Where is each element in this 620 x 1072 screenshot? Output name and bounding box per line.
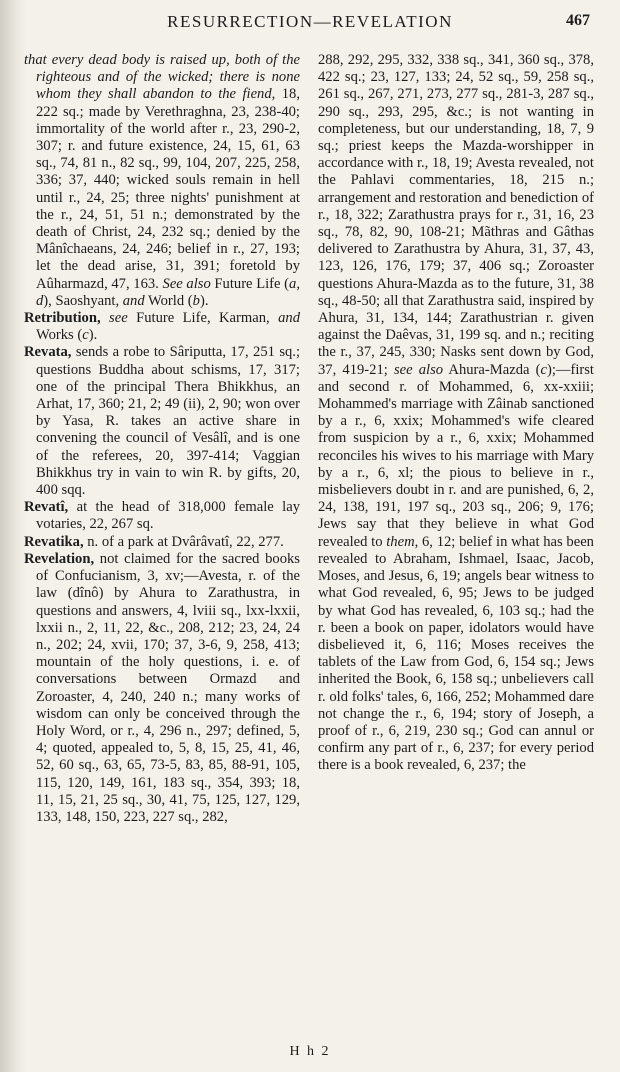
entry-text: at the head of 318,000 female lay votaries, 22, 267 sq. xyxy=(36,499,300,533)
entry-text: , xyxy=(296,275,300,292)
see-word: see xyxy=(100,310,128,327)
headword: Revatî, xyxy=(24,499,69,516)
entry-text: Future Life, Karman, xyxy=(127,310,279,327)
headword: Retribution, xyxy=(24,310,101,327)
entry-text: Ahura-Mazda ( xyxy=(443,361,541,378)
page-header xyxy=(0,12,620,36)
page-gutter-shadow xyxy=(0,0,26,1072)
see-also: See also xyxy=(162,275,211,292)
headword: Revelation, xyxy=(24,550,95,567)
headword: Revatika, xyxy=(24,533,84,550)
entry-text: n. of a park at Dvârâvatî, 22, 277. xyxy=(83,533,284,550)
entry-revati xyxy=(24,499,300,533)
entry-text: World ( xyxy=(144,292,193,309)
ref-letter: b xyxy=(192,292,200,309)
right-column xyxy=(318,52,594,775)
left-column xyxy=(24,52,300,826)
entry-text: Works ( xyxy=(36,327,83,344)
ref-letter: c xyxy=(82,327,89,344)
entry-text: , 6, 12; belief in what has been revealed to Abraham, Ishmael, Isaac, Jacob, Moses, and Jesus, 6, 19; angels bear witness to what God revealed, 6, 95; Jews to be judged by what God has revealed, 6, 103 sq.; had the r. been a book on paper, idolators would have disbelieved it, 6, 116; Moses receives the tablets of the Law from God, 6, 154 sq.; Jews inherited the Book, 6, 158 sq.; unbelievers call r. old folks' tales, 6, 166, 252; Mohammed dare not change the r., 6, 194; story of Joseph, a proof of r., 6, 219, 230 sq.; God can annul or confirm any part of r., 6, 237; for every period there is a book revealed, 6, 237; the xyxy=(318,533,594,774)
emphasis-word: them xyxy=(386,533,415,550)
entry-text: );—first and second r. of Mohammed, 6, xx-xxiii; Mohammed's marriage with Zâinab sanctioned by a r., 6, xxix; Mohammed's wife cleared from suspicion by a r., 6, xxix; Mohammed reconciles his wives to his marriage with Mary by a r., 6, xl; the pious to believe in r., misbelievers doubt in r. and are punished, 6, 2, 24, 138, 191, 197 sq., 203 sq., 206; 9, 176; Jews say that they believe in what God revealed to xyxy=(318,361,594,550)
page-number: 467 xyxy=(566,12,590,29)
entry-text: sends a robe to Sâriputta, 17, 251 sq.; questions Buddha about schisms, 17, 317; one of the principal Thera Bhikkhus, an Arhat, 17, 360; 21, 2; 49 (ii), 2, 90; won over by Yasa, R. takes an active share in convening the council of Vesâlî, and is one of the referees, 20, 397-414; Vaggian Bhikkhus try in vain to win R. by gifts, 20, 400 sqq. xyxy=(36,344,300,499)
entry-revelation xyxy=(24,551,300,826)
entry-text: ), Saoshyant, xyxy=(43,292,123,309)
and-word: and xyxy=(122,292,145,309)
entry-text: 288, 292, 295, 332, 338 sq., 341, 360 sq., 378, 422 sq.; 23, 127, 133; 24, 52 sq., 59, 258 sq., 261 sq., 267, 271, 273, 277 sq., 281-3, 287 sq., 290 sq., 293, 295, &c.; is not wanting in completeness, but our understanding, 18, 7, 9 sq.; priest keeps the Mazda-worshipper in accordance with r., 18, 19; Avesta revealed, not the Pahlavi commentaries, 18, 215 n.; arrangement and restoration and benediction of r., 18, 322; Zarathustra prays for r., 31, 16, 23 sq., 78, 82, 90, 108-21; Mãthras and Gâthas delivered to Zarathustra by Ahura, 31, 37, 43, 123, 126, 176, 179; 37, 406 sq.; Zoroaster questions Ahura-Mazda as to the future, 31, 38 sq., 48-50; all that Zarathustra said, inspired by Ahura, 31, 134, 144; Zarathustrian r. given against the Daêvas, 31, 199 sq. and n.; reciting the r., 37, 245, 330; Nasks sent down by God, 37, 419-21; xyxy=(318,52,594,378)
entry-text: ). xyxy=(199,292,209,309)
entry-revatika xyxy=(24,534,300,551)
ref-letter: c xyxy=(540,361,547,378)
headword: Revata, xyxy=(24,344,72,361)
and-word: and xyxy=(278,310,300,327)
quoted-text: that every dead body is raised up, both of the righteous and of the wicked; there is none whom they shall abandon to the fiend, xyxy=(24,52,300,103)
entry-text: Future Life ( xyxy=(210,275,290,292)
running-head: RESURRECTION—REVELATION xyxy=(167,12,453,31)
entry-text: ). xyxy=(88,327,98,344)
ref-letter: d xyxy=(36,292,44,309)
entry-revelation-continued xyxy=(318,52,594,775)
signature-mark: H h 2 xyxy=(289,1044,331,1059)
entry-resurrection-continued xyxy=(24,52,300,310)
ref-letter: a xyxy=(289,275,297,292)
entry-revata xyxy=(24,344,300,499)
entry-retribution xyxy=(24,310,300,344)
entry-text: 18, 222 sq.; made by Verethraghna, 23, 238-40; immortality of the world after r., 23, 290-2, 307; r. and future existence, 24, 15, 61, 63 sq., 74, 81 n., 82 sq., 99, 104, 207, 225, 258, 336; 37, 440; wicked souls remain in hell until r., 24, 25; three nights' punishment at the r., 24, 51, 51 n.; demonstrated by the death of Christ, 24, 232 sq.; denied by the Mânîchaeans, 24, 246; belief in r., 27, 193; let the dead arise, 31, 391; foretold by Aûharmazd, 47, 163. xyxy=(36,86,300,292)
entry-text: not claimed for the sacred books of Confucianism, 3, xv;—Avesta, r. of the law (dînô) by Ahura to Zarathustra, in questions and answers, 4, lviii sq., lxx-lxxii, lxxii n., 2, 11, 22, &c., 208, 212; 23, 24, 24 n., 202; 24, xvii, 170; 37, 3-6, 9, 258, 413; mountain of the holy questions, i. e. of conversations between Ormazd and Zoroaster, 4, 240, 240 n.; many works of wisdom can only be conceived through the Holy Word, or r., 4, 296 n., 297; defined, 5, 4; quoted, appealed to, 5, 8, 15, 25, 41, 46, 52, 60 sq., 63, 65, 73-5, 83, 85, 88-91, 105, 115, 120, 149, 161, 183 sq., 354, 393; 18, 11, 15, 21, 25 sq., 30, 41, 75, 125, 127, 129, 133, 148, 150, 223, 227 sq., 282, xyxy=(36,550,300,825)
see-also: see also xyxy=(387,361,444,378)
